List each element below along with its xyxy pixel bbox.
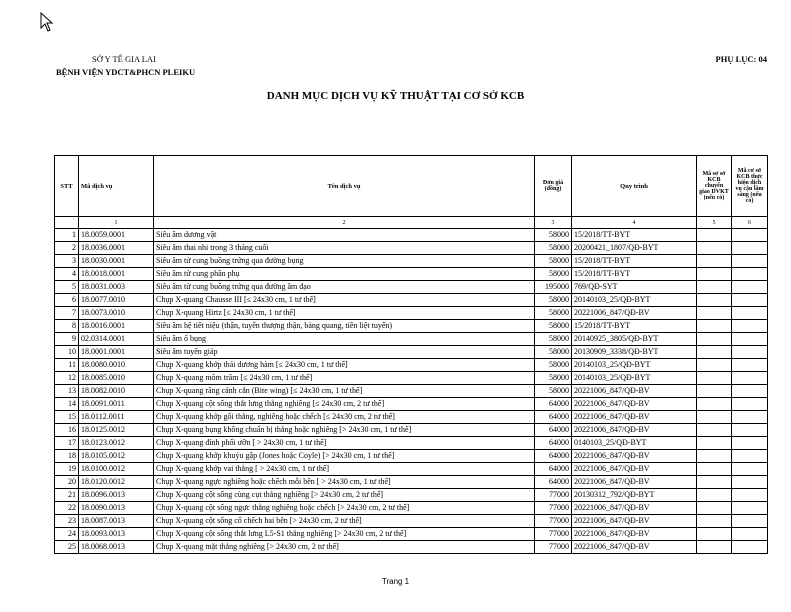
table-row: [55, 320, 768, 333]
row-service-name: Chụp X-quang cột sống cùng cụt thẳng nghiêng [> 24x30 cm, 2 tư thế]: [154, 489, 535, 502]
row-paraclinical-code: [732, 515, 768, 528]
row-service-name: Siêu âm dương vật: [154, 229, 535, 242]
table-row: [55, 528, 768, 541]
row-paraclinical-code: [732, 502, 768, 515]
row-paraclinical-code: [732, 528, 768, 541]
row-stt: 4: [55, 268, 79, 281]
row-regulation: 769/QĐ-SYT: [572, 281, 697, 294]
row-price: 64000: [535, 398, 572, 411]
row-service-code: 18.0001.0001: [79, 346, 154, 359]
row-transfer-code: [697, 372, 732, 385]
table-row: [55, 489, 768, 502]
col-header-name: Tên dịch vụ: [154, 156, 535, 217]
row-service-code: 18.0091.0011: [79, 398, 154, 411]
row-stt: 22: [55, 502, 79, 515]
row-transfer-code: [697, 255, 732, 268]
row-service-name: Chụp X-quang Hirtz [≤ 24x30 cm, 1 tư thế]: [154, 307, 535, 320]
row-stt: 11: [55, 359, 79, 372]
row-stt: 3: [55, 255, 79, 268]
row-paraclinical-code: [732, 307, 768, 320]
table-row: [55, 463, 768, 476]
row-service-name: Chụp X-quang khớp gối thẳng, nghiêng hoặc chếch [≤ 24x30 cm, 2 tư thế]: [154, 411, 535, 424]
row-regulation: 20130909_3338/QĐ-BYT: [572, 346, 697, 359]
row-regulation: 15/2018/TT-BYT: [572, 229, 697, 242]
row-service-name: Chụp X-quang khớp thái dương hàm [≤ 24x30 cm, 1 tư thế]: [154, 359, 535, 372]
row-regulation: 20221006_847/QĐ-BV: [572, 515, 697, 528]
row-transfer-code: [697, 359, 732, 372]
row-service-code: 18.0096.0013: [79, 489, 154, 502]
table-row: [55, 346, 768, 359]
row-stt: 2: [55, 242, 79, 255]
table-row: [55, 294, 768, 307]
table-row: [55, 541, 768, 554]
row-regulation: 20140925_3805/QĐ-BYT: [572, 333, 697, 346]
row-price: 58000: [535, 307, 572, 320]
row-service-code: 18.0105.0012: [79, 450, 154, 463]
row-stt: 7: [55, 307, 79, 320]
row-stt: 6: [55, 294, 79, 307]
row-service-code: 18.0059.0001: [79, 229, 154, 242]
row-regulation: 20221006_847/QĐ-BV: [572, 398, 697, 411]
column-number: 2: [154, 217, 535, 229]
row-price: 58000: [535, 268, 572, 281]
row-service-code: 18.0077.0010: [79, 294, 154, 307]
row-paraclinical-code: [732, 268, 768, 281]
column-number: 1: [79, 217, 154, 229]
row-paraclinical-code: [732, 476, 768, 489]
row-stt: 21: [55, 489, 79, 502]
row-transfer-code: [697, 398, 732, 411]
row-transfer-code: [697, 463, 732, 476]
row-service-name: Chụp X-quang đỉnh phổi ưỡn [ > 24x30 cm, 1 tư thế]: [154, 437, 535, 450]
col-header-price: Đơn giá (đồng): [535, 156, 572, 217]
row-service-code: 18.0031.0003: [79, 281, 154, 294]
row-service-name: Siêu âm ổ bụng: [154, 333, 535, 346]
row-price: 58000: [535, 242, 572, 255]
row-service-name: Siêu âm hệ tiết niệu (thận, tuyến thượng thận, bàng quang, tiền liệt tuyến): [154, 320, 535, 333]
table-row: [55, 333, 768, 346]
row-paraclinical-code: [732, 489, 768, 502]
row-transfer-code: [697, 528, 732, 541]
row-regulation: 20221006_847/QĐ-BV: [572, 450, 697, 463]
col-header-regulation: Quy trình: [572, 156, 697, 217]
column-number: 4: [572, 217, 697, 229]
row-regulation: 20200421_1807/QĐ-BYT: [572, 242, 697, 255]
row-service-code: 18.0016.0001: [79, 320, 154, 333]
row-price: 58000: [535, 385, 572, 398]
table-row: [55, 255, 768, 268]
row-regulation: 15/2018/TT-BYT: [572, 268, 697, 281]
row-service-code: 18.0123.0012: [79, 437, 154, 450]
row-transfer-code: [697, 411, 732, 424]
row-service-code: 18.0030.0001: [79, 255, 154, 268]
row-price: 64000: [535, 450, 572, 463]
row-service-name: Chụp X-quang cột sống thắt lưng L5-S1 thẳng nghiêng [> 24x30 cm, 2 tư thế]: [154, 528, 535, 541]
row-paraclinical-code: [732, 320, 768, 333]
row-transfer-code: [697, 541, 732, 554]
row-price: 58000: [535, 333, 572, 346]
row-service-code: 18.0120.0012: [79, 476, 154, 489]
row-transfer-code: [697, 229, 732, 242]
col-header-code: Mã dịch vụ: [79, 156, 154, 217]
row-service-name: Chụp X-quang cột sống thắt lưng thẳng nghiêng [≤ 24x30 cm, 2 tư thế]: [154, 398, 535, 411]
row-price: 195000: [535, 281, 572, 294]
row-transfer-code: [697, 450, 732, 463]
row-stt: 1: [55, 229, 79, 242]
row-transfer-code: [697, 502, 732, 515]
table-row: [55, 437, 768, 450]
row-stt: 23: [55, 515, 79, 528]
row-transfer-code: [697, 515, 732, 528]
table-row: [55, 307, 768, 320]
row-price: 64000: [535, 463, 572, 476]
row-stt: 9: [55, 333, 79, 346]
row-paraclinical-code: [732, 242, 768, 255]
row-transfer-code: [697, 489, 732, 502]
row-service-code: 18.0090.0013: [79, 502, 154, 515]
row-paraclinical-code: [732, 411, 768, 424]
table-row: [55, 476, 768, 489]
row-service-name: Chụp X-quang ngực nghiêng hoặc chếch mỗi bên [ > 24x30 cm, 1 tư thế]: [154, 476, 535, 489]
row-transfer-code: [697, 320, 732, 333]
row-regulation: 20221006_847/QĐ-BV: [572, 502, 697, 515]
col-header-transfer-code: Mã sơ sở KCB chuyển giao DVKT (nếu có): [697, 156, 732, 217]
row-transfer-code: [697, 307, 732, 320]
row-service-code: 18.0085.0010: [79, 372, 154, 385]
page-number: Trang 1: [381, 577, 410, 586]
column-number-row: [55, 217, 768, 229]
service-table: [54, 155, 768, 554]
row-transfer-code: [697, 437, 732, 450]
row-regulation: 20221006_847/QĐ-BV: [572, 411, 697, 424]
row-regulation: 20221006_847/QĐ-BV: [572, 385, 697, 398]
row-paraclinical-code: [732, 359, 768, 372]
table-row: [55, 229, 768, 242]
row-price: 77000: [535, 515, 572, 528]
document-title: DANH MỤC DỊCH VỤ KỸ THUẬT TẠI CƠ SỞ KCB: [266, 90, 525, 102]
row-regulation: 20221006_847/QĐ-BV: [572, 528, 697, 541]
row-regulation: 20221006_847/QĐ-BV: [572, 463, 697, 476]
org-line-1: SỞ Y TẾ GIA LAI: [92, 54, 156, 64]
row-price: 77000: [535, 528, 572, 541]
row-service-name: Chụp X-quang khớp vai thẳng [ > 24x30 cm, 1 tư thế]: [154, 463, 535, 476]
row-regulation: 20221006_847/QĐ-BV: [572, 541, 697, 554]
row-service-name: Chụp X-quang Chausse III [≤ 24x30 cm, 1 tư thế]: [154, 294, 535, 307]
table-row: [55, 359, 768, 372]
row-stt: 15: [55, 411, 79, 424]
row-service-code: 18.0068.0013: [79, 541, 154, 554]
row-paraclinical-code: [732, 372, 768, 385]
column-number: 3: [535, 217, 572, 229]
row-service-code: 18.0112.0011: [79, 411, 154, 424]
row-service-name: Chụp X-quang khớp khuỷu gập (Jones hoặc Coyle) [> 24x30 cm, 1 tư thế]: [154, 450, 535, 463]
row-stt: 14: [55, 398, 79, 411]
row-price: 58000: [535, 320, 572, 333]
row-stt: 8: [55, 320, 79, 333]
row-paraclinical-code: [732, 346, 768, 359]
row-paraclinical-code: [732, 255, 768, 268]
row-regulation: 15/2018/TT-BYT: [572, 320, 697, 333]
row-paraclinical-code: [732, 281, 768, 294]
table-row: [55, 450, 768, 463]
row-regulation: 0140103_25/QĐ-BYT: [572, 437, 697, 450]
table-row: [55, 268, 768, 281]
row-price: 58000: [535, 372, 572, 385]
row-service-code: 02.0314.0001: [79, 333, 154, 346]
row-price: 58000: [535, 346, 572, 359]
row-stt: 16: [55, 424, 79, 437]
row-service-code: 18.0100.0012: [79, 463, 154, 476]
row-paraclinical-code: [732, 385, 768, 398]
row-stt: 17: [55, 437, 79, 450]
table-row: [55, 242, 768, 255]
row-paraclinical-code: [732, 437, 768, 450]
row-service-name: Chụp X-quang bụng không chuẩn bị thẳng hoặc nghiêng [> 24x30 cm, 1 tư thế]: [154, 424, 535, 437]
row-regulation: 20130312_792/QĐ-BYT: [572, 489, 697, 502]
row-transfer-code: [697, 333, 732, 346]
table-row: [55, 502, 768, 515]
row-service-name: Chụp X-quang mặt thẳng nghiêng [> 24x30 cm, 2 tư thế]: [154, 541, 535, 554]
column-number: 6: [732, 217, 768, 229]
row-service-code: 18.0080.0010: [79, 359, 154, 372]
row-price: 58000: [535, 294, 572, 307]
table-row: [55, 411, 768, 424]
row-service-name: Siêu âm tuyến giáp: [154, 346, 535, 359]
table-row: [55, 424, 768, 437]
table-row: [55, 372, 768, 385]
row-service-code: 18.0036.0001: [79, 242, 154, 255]
mouse-cursor-icon: [40, 12, 54, 32]
row-transfer-code: [697, 268, 732, 281]
col-header-stt: STT: [55, 156, 79, 217]
row-transfer-code: [697, 294, 732, 307]
row-regulation: 20221006_847/QĐ-BV: [572, 424, 697, 437]
row-service-name: Chụp X-quang cột sống ngực thẳng nghiêng hoặc chếch [> 24x30 cm, 2 tư thế]: [154, 502, 535, 515]
row-stt: 12: [55, 372, 79, 385]
row-paraclinical-code: [732, 333, 768, 346]
row-paraclinical-code: [732, 541, 768, 554]
row-stt: 10: [55, 346, 79, 359]
row-service-code: 18.0087.0013: [79, 515, 154, 528]
row-transfer-code: [697, 346, 732, 359]
col-header-paraclinical-code: Mã cơ sở KCB thực hiện dịch vụ cận lâm sàng (nếu có): [732, 156, 768, 217]
row-service-name: Siêu âm tử cung phần phụ: [154, 268, 535, 281]
row-paraclinical-code: [732, 424, 768, 437]
row-service-name: Chụp X-quang răng cánh cắn (Bite wing) [≤ 24x30 cm, 1 tư thế]: [154, 385, 535, 398]
row-price: 64000: [535, 424, 572, 437]
row-stt: 13: [55, 385, 79, 398]
row-stt: 18: [55, 450, 79, 463]
row-regulation: 20140103_25/QĐ-BYT: [572, 294, 697, 307]
row-paraclinical-code: [732, 463, 768, 476]
row-transfer-code: [697, 242, 732, 255]
row-stt: 25: [55, 541, 79, 554]
column-number: 5: [697, 217, 732, 229]
row-service-name: Chụp X-quang cột sống cổ chếch hai bên [> 24x30 cm, 2 tư thế]: [154, 515, 535, 528]
row-price: 64000: [535, 411, 572, 424]
row-service-name: Siêu âm tử cung buồng trứng qua đường âm đạo: [154, 281, 535, 294]
table-row: [55, 398, 768, 411]
row-price: 77000: [535, 541, 572, 554]
row-service-name: Chụp X-quang mõm trâm [≤ 24x30 cm, 1 tư thế]: [154, 372, 535, 385]
row-transfer-code: [697, 424, 732, 437]
row-service-code: 18.0093.0013: [79, 528, 154, 541]
row-price: 58000: [535, 229, 572, 242]
row-price: 58000: [535, 359, 572, 372]
row-price: 77000: [535, 489, 572, 502]
row-service-code: 18.0125.0012: [79, 424, 154, 437]
table-row: [55, 385, 768, 398]
row-price: 77000: [535, 502, 572, 515]
row-paraclinical-code: [732, 229, 768, 242]
table-row: [55, 515, 768, 528]
row-price: 58000: [535, 255, 572, 268]
row-service-code: 18.0018.0001: [79, 268, 154, 281]
row-paraclinical-code: [732, 398, 768, 411]
row-service-code: 18.0082.0010: [79, 385, 154, 398]
row-price: 64000: [535, 476, 572, 489]
org-line-2: BỆNH VIỆN YDCT&PHCN PLEIKU: [56, 67, 196, 77]
row-stt: 20: [55, 476, 79, 489]
row-price: 64000: [535, 437, 572, 450]
row-service-code: 18.0073.0010: [79, 307, 154, 320]
row-paraclinical-code: [732, 294, 768, 307]
table-row: [55, 281, 768, 294]
row-stt: 19: [55, 463, 79, 476]
row-regulation: 20221006_847/QĐ-BV: [572, 476, 697, 489]
row-paraclinical-code: [732, 450, 768, 463]
row-service-name: Siêu âm tử cung buồng trứng qua đường bụng: [154, 255, 535, 268]
row-transfer-code: [697, 281, 732, 294]
row-transfer-code: [697, 385, 732, 398]
row-stt: 5: [55, 281, 79, 294]
row-regulation: 15/2018/TT-BYT: [572, 255, 697, 268]
row-regulation: 20140103_25/QĐ-BYT: [572, 372, 697, 385]
appendix-label: PHỤ LỤC: 04: [715, 54, 767, 64]
row-regulation: 20221006_847/QĐ-BV: [572, 307, 697, 320]
row-service-name: Siêu âm thai nhi trong 3 tháng cuối: [154, 242, 535, 255]
row-transfer-code: [697, 476, 732, 489]
row-regulation: 20140103_25/QĐ-BYT: [572, 359, 697, 372]
row-stt: 24: [55, 528, 79, 541]
table-header-row: [55, 156, 768, 217]
